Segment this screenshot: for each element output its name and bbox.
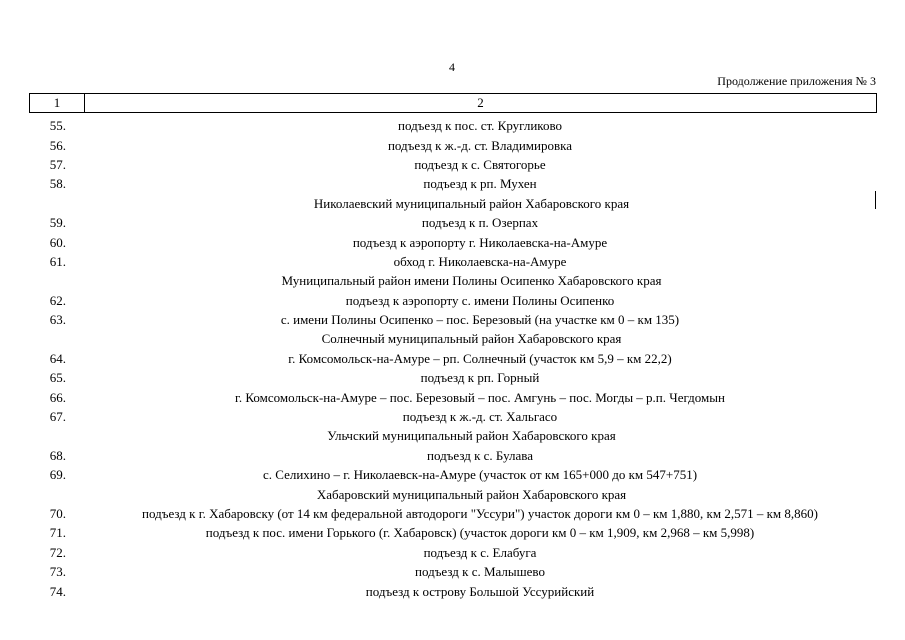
- section-heading: Солнечный муниципальный район Хабаровского края: [321, 331, 622, 347]
- table-row: [29, 232, 877, 251]
- section-heading-row: [29, 426, 877, 445]
- road-name: подъезд к г. Хабаровску (от 14 км федеральной автодороги "Уссури") участок дороги км 0 – км 1,880, км 2,571 – км 8,860): [142, 506, 818, 521]
- table-row: [29, 368, 877, 387]
- road-name: подъезд к пос. ст. Кругликово: [397, 118, 563, 134]
- row-number: 59.: [49, 215, 66, 231]
- section-heading-row: [29, 484, 877, 503]
- table-row: [29, 155, 877, 174]
- table-row: [29, 174, 877, 193]
- road-name: подъезд к рп. Мухен: [423, 176, 537, 192]
- road-name: подъезд к с. Святогорье: [414, 156, 546, 172]
- table-row: [29, 116, 877, 135]
- continuation-label: Продолжение приложения № 3: [717, 74, 876, 88]
- table-row: [29, 387, 877, 406]
- page-number: 4: [449, 60, 455, 74]
- road-name: подъезд к с. Елабуга: [423, 544, 537, 560]
- header-col-2: 2: [477, 95, 484, 110]
- table-row: [29, 446, 877, 465]
- road-name: подъезд к с. Булава: [426, 447, 533, 463]
- table-row: [29, 407, 877, 426]
- road-name: г. Комсомольск-на-Амуре – рп. Солнечный (участок км 5,9 – км 22,2): [288, 350, 672, 366]
- row-number: 71.: [49, 525, 66, 541]
- road-name: подъезд к п. Озерпах: [421, 215, 539, 231]
- road-name: подъезд к пос. имени Горького (г. Хабаровск) (участок дороги км 0 – км 1,909, км 2,968 – км 5,998): [205, 525, 755, 541]
- table-row: [29, 465, 877, 484]
- header-col-1: 1: [30, 94, 85, 112]
- row-number: 74.: [49, 583, 66, 599]
- table-body: [29, 116, 877, 601]
- road-name: подъезд к острову Большой Уссурийский: [365, 583, 595, 599]
- road-name: подъезд к с. Малышево: [415, 564, 545, 580]
- text-cursor: [875, 191, 876, 209]
- road-name: подъезд к аэропорту г. Николаевска-на-Амуре: [352, 234, 608, 250]
- road-name: подъезд к рп. Горный: [420, 370, 540, 386]
- row-number: 64.: [49, 350, 66, 366]
- section-heading: Ульчский муниципальный район Хабаровского края: [327, 428, 616, 444]
- row-number: 56.: [49, 137, 66, 153]
- table-row: [29, 543, 877, 562]
- row-number: 73.: [49, 564, 66, 580]
- row-number: 60.: [49, 234, 66, 250]
- row-number: 65.: [49, 370, 66, 386]
- road-name: обход г. Николаевска-на-Амуре: [393, 253, 567, 269]
- road-name: с. имени Полины Осипенко – пос. Березовый (на участке км 0 – км 135): [280, 312, 680, 328]
- row-number: 68.: [49, 447, 66, 463]
- table-row: [29, 349, 877, 368]
- row-number: 72.: [49, 544, 66, 560]
- row-number: 70.: [49, 506, 66, 521]
- row-number: 66.: [49, 389, 66, 405]
- road-name: подъезд к ж.-д. ст. Владимировка: [387, 137, 573, 153]
- table-row: [29, 291, 877, 310]
- row-number: 69.: [49, 467, 66, 483]
- table-row: [29, 562, 877, 581]
- road-name: подъезд к ж.-д. ст. Хальгасо: [402, 409, 558, 425]
- row-number: 67.: [49, 409, 66, 425]
- section-heading-row: [29, 271, 877, 290]
- row-number: 58.: [49, 176, 66, 192]
- section-heading: Николаевский муниципальный район Хабаровского края: [313, 195, 630, 211]
- table-row: [29, 310, 877, 329]
- road-name: с. Селихино – г. Николаевск-на-Амуре (участок от км 165+000 до км 547+751): [262, 467, 698, 483]
- section-heading-row: [29, 194, 877, 213]
- road-name: подъезд к аэропорту с. имени Полины Осипенко: [345, 292, 615, 308]
- road-name: г. Комсомольск-на-Амуре – пос. Березовый – пос. Амгунь – пос. Могды – р.п. Чегдомын: [235, 389, 725, 405]
- row-number: 55.: [49, 118, 66, 134]
- section-heading-row: [29, 329, 877, 348]
- row-number: 62.: [49, 292, 66, 308]
- section-heading: Хабаровский муниципальный район Хабаровского края: [316, 486, 627, 502]
- table-row: [29, 581, 877, 600]
- table-row: [29, 504, 877, 523]
- section-heading: Муниципальный район имени Полины Осипенко Хабаровского края: [281, 273, 662, 289]
- row-number: 57.: [49, 156, 66, 172]
- row-number: 63.: [49, 312, 66, 328]
- table-row: [29, 213, 877, 232]
- table-row: [29, 135, 877, 154]
- table-header: [29, 93, 877, 113]
- table-row: [29, 252, 877, 271]
- table-row: [29, 523, 877, 542]
- row-number: 61.: [49, 253, 66, 269]
